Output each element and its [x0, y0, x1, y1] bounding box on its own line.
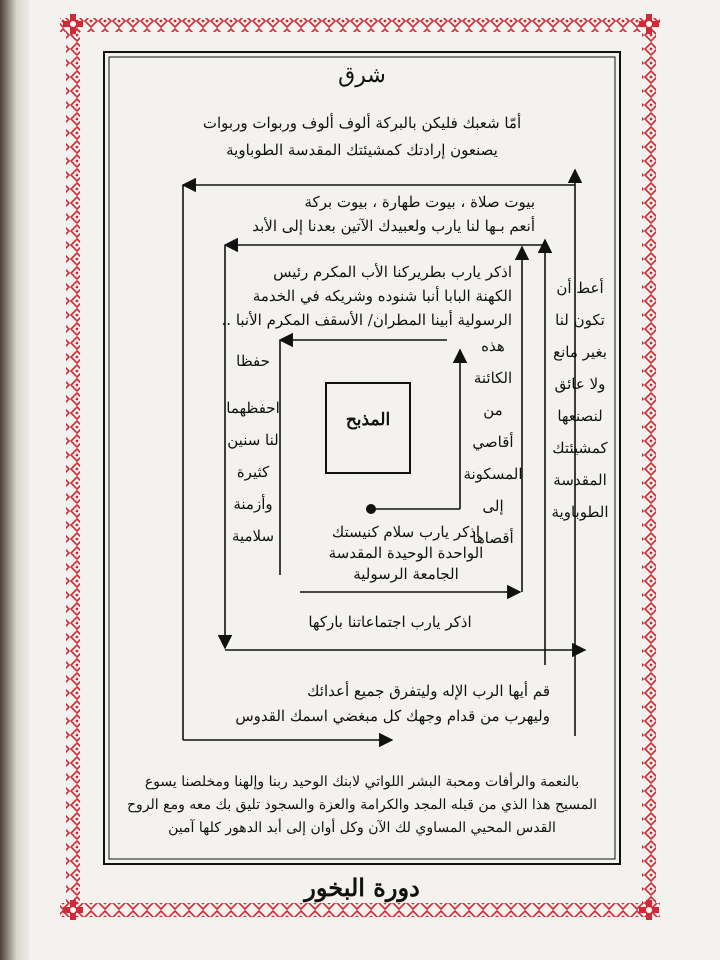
left-column-line: سلامية	[231, 527, 275, 545]
right-column-line: بغير مانع	[553, 343, 607, 361]
patriarch-line-3: الرسولية أبينا المطران/ الأسقف المكرم الأنبا ..	[221, 311, 512, 329]
left-column-line: وأزمنة	[233, 495, 273, 513]
arise-line-2: وليهرب من قدام وجهك كل مبغضي اسمك القدوس	[235, 707, 550, 725]
gatherings-text: اذكر يارب اجتماعاتنا باركها	[308, 613, 472, 631]
church-peace-line-2: الواحدة الوحيدة المقدسة	[328, 544, 484, 562]
inner-right-column-text	[462, 330, 524, 554]
church-peace-line-3: الجامعة الرسولية	[353, 565, 459, 583]
page-footer-title: دورة البخور	[304, 873, 420, 902]
patriarch-line-2: الكهنة البابا أنبا شنوده وشريكه في الخدمة	[252, 287, 512, 305]
right-column-line: أعط أن	[556, 279, 604, 297]
left-column-2-text	[222, 392, 284, 552]
left-column-1-text	[228, 345, 278, 377]
start-point	[366, 504, 376, 514]
closing-line-2: المسيح هذا الذي من قبله المجد والكرامة والعزة والسجود تليق بك معه ومع الروح	[127, 797, 597, 813]
inner-column-line: من	[483, 401, 503, 419]
right-column-line: المقدسة	[553, 471, 607, 489]
patriarch-line-1: اذكر يارب بطريركنا الأب المكرم رئيس	[273, 263, 512, 281]
houses-line-1: بيوت صلاة ، بيوت طهارة ، بيوت بركة	[304, 193, 535, 211]
closing-line-3: القدس المحيي المساوي لك الآن وكل أوان إلى أبد الدهور كلها آمين	[168, 820, 556, 836]
inner-column-line: هذه	[481, 337, 505, 355]
left-column-line: حفظا	[236, 352, 270, 370]
right-column-line: تكون لنا	[555, 311, 605, 329]
closing-line-1: بالنعمة والرأفات ومحبة البشر اللواتي لابنك الوحيد ربنا وإلهنا ومخلصنا يسوع	[144, 774, 580, 790]
altar-label: المذبح	[345, 410, 391, 430]
right-column-text	[550, 272, 610, 528]
church-peace-line-1: اذكر يارب سلام كنيستك	[331, 523, 481, 541]
houses-line-2: أنعم بـها لنا يارب ولعبيدك الآتين بعدنا إلى الأبد	[252, 217, 535, 235]
inner-column-line: المسكونة	[463, 465, 523, 483]
right-column-line: الطوباوية	[551, 503, 609, 521]
left-column-line: لنا سنين	[227, 431, 279, 449]
header-line-2: يصنعون إرادتك كمشيئتك المقدسة الطوباوية	[226, 141, 498, 159]
right-column-line: لنصنعها	[557, 407, 603, 425]
right-column-line: كمشيئتك	[552, 439, 608, 457]
arise-line-1: قم أيها الرب الإله وليتفرق جميع أعدائك	[307, 682, 550, 700]
inner-column-line: إلى	[482, 497, 504, 515]
right-column-line: ولا عائق	[554, 375, 606, 393]
direction-east-title: شرق	[338, 63, 386, 88]
left-column-line: احفظهما	[226, 399, 280, 417]
inner-column-line: أقاصي	[472, 433, 514, 451]
left-column-line: كثيرة	[236, 463, 270, 481]
inner-column-line: أقصاها	[472, 529, 514, 547]
inner-column-line: الكائنة	[473, 369, 513, 387]
header-line-1: أمّا شعبك فليكن بالبركة ألوف ألوف وربوات وربوات	[202, 114, 522, 132]
